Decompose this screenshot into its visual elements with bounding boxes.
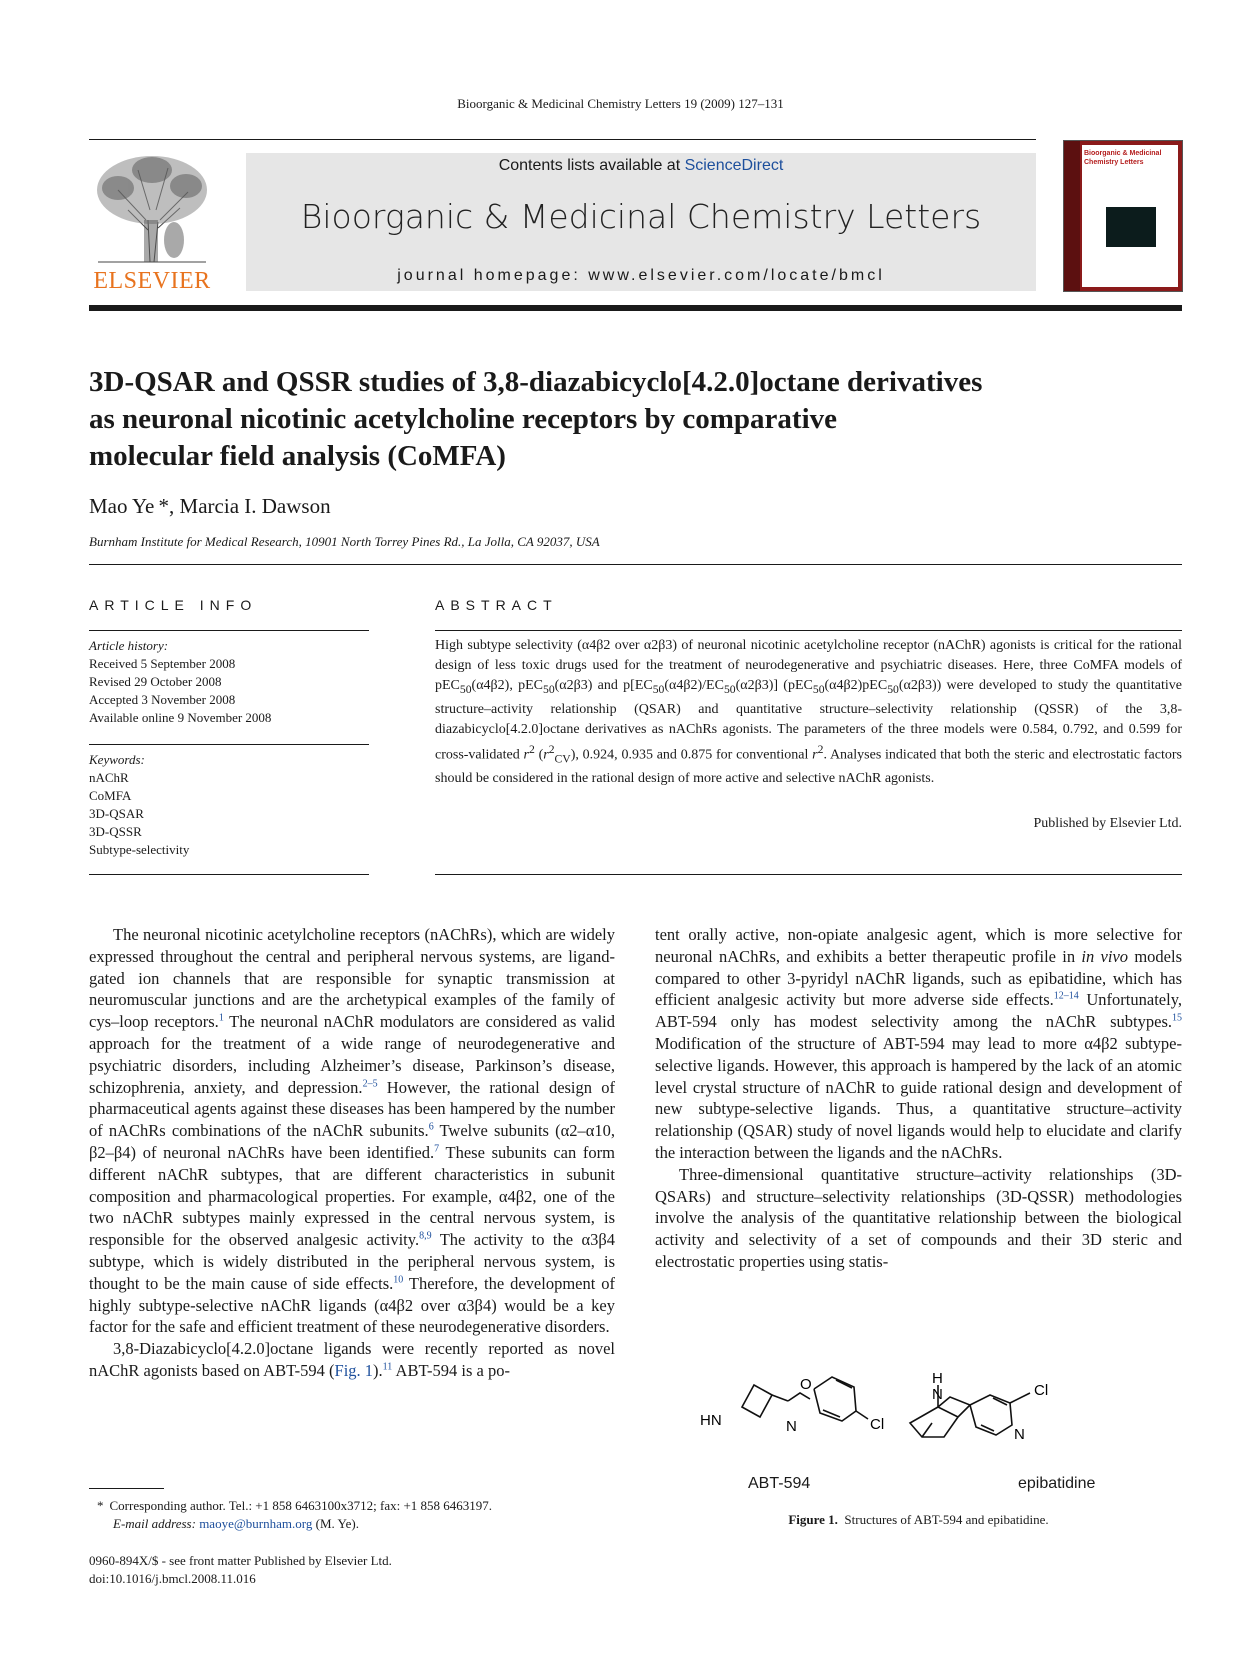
- keyword: CoMFA: [89, 788, 132, 803]
- paragraph: 3,8-Diazabicyclo[4.2.0]octane ligands were recently reported as novel nAChR agonists based on ABT-594 (Fig. 1).$^{11}$ ABT-594 is a po-: [89, 1339, 615, 1380]
- citation-link[interactable]: 10: [393, 1274, 404, 1286]
- citation-link[interactable]: 15: [1172, 1012, 1182, 1024]
- contents-line: [246, 157, 1036, 175]
- abstract-text: High subtype selectivity (α4β2 over α2β3) of neuronal nicotinic acetylcholine receptor (nAChR) agonists is critical for the rational design of less toxic drugs used for the treatment of neurodegenerative and psychiatric diseases. Here, three CoMFA models of pEC$_{50}$(α4β2), pEC$_{50}$(α2β3) and $p[EC_{50}(\alpha 4\beta 2)/EC_{50}(\alpha 2\beta 3)]$ (pEC$_{50}$(α4β2)pEC$_{50}$(α2β3)) were developed to study the quantitative structure–activity relationship (QSAR) and quantitative structure–selectivity relationship (QSSR) of the 3,8-diazabicyclo[4.2.0]octane derivatives as nAChRs agonists. The parameters of the three models were 0.584, 0.792, and 0.599 for cross-validated $r^2$ $(r^2_{CV})$, 0.924, 0.935 and 0.875 for conventional $r^2$. Analyses indicated that both the steric and electrostatic factors should be considered in the rational design of more active and selective nAChR agonists.: [435, 638, 1182, 787]
- figure-label-epibatidine: epibatidine: [1018, 1475, 1096, 1492]
- atom-label: H: [932, 1370, 943, 1387]
- atom-label: N: [786, 1418, 797, 1435]
- divider: [435, 630, 1182, 631]
- keyword: 3D-QSSR: [89, 824, 142, 839]
- figure-link[interactable]: Fig. 1: [334, 1360, 374, 1380]
- citation-link[interactable]: 7: [434, 1143, 440, 1155]
- abstract-heading: ABSTRACT: [435, 597, 558, 613]
- paragraph: tent orally active, non-opiate analgesic agent, which is more selective for neuronal nAChRs, and exhibits a better therapeutic profile in in vivo models compared to other 3-pyridyl nAChR ligands, such as epibatidine, which has efficient analgesic activity but more adverse side effects.$^{12-14}$ Unfortunately, ABT-594 only has modest selectivity among the nAChR subtypes.$^{15}$ Modification of the structure of ABT-594 may lead to more α4β2 subtype-selective ligands. However, this approach is hampered by the lack of an atomic level crystal structure of nAChR to guide rational design and development of new subtype-selective ligands. Thus, a quantitative structure–activity relationship (QSAR) study of novel ligands would help to elucidate and clarify the interaction between the ligands and the nAChRs.: [655, 925, 1182, 1162]
- atom-label: Cl: [870, 1416, 885, 1433]
- atom-label: N: [932, 1386, 943, 1403]
- paragraph: Three-dimensional quantitative structure–activity relationships (3D-QSARs) and structure–selectivity relationships (3D-QSSR) methodologies involve the analysis of the quantitative relationship between the biological activity and selectivity of a set of compounds and their 3D steric and electrostatic properties using statis-: [655, 1164, 1182, 1271]
- journal-title: Bioorganic & Medicinal Chemistry Letters: [300, 197, 982, 236]
- history-entry: Available online 9 November 2008: [89, 710, 272, 725]
- abstract-publisher: Published by Elsevier Ltd.: [1033, 816, 1182, 831]
- atom-label: O: [800, 1376, 812, 1393]
- keyword: 3D-QSAR: [89, 806, 144, 821]
- cover-graphic: [1106, 207, 1156, 247]
- header-rule-thick: [89, 305, 1182, 311]
- history-label: Article history:: [89, 638, 169, 653]
- issn: 0960-894X/$ - see front matter Published by Elsevier Ltd.: [89, 1553, 392, 1568]
- journal-homepage[interactable]: journal homepage: www.elsevier.com/locate/bmcl: [397, 267, 885, 284]
- email-link[interactable]: maoye@burnham.org: [199, 1516, 313, 1531]
- figure-caption: Figure 1. Structures of ABT-594 and epibatidine.: [788, 1512, 1049, 1527]
- figure-label-abt594: ABT-594: [748, 1475, 811, 1492]
- cover-title: Bioorganic & Medicinal Chemistry Letters: [1084, 150, 1162, 166]
- atom-label: Cl: [1034, 1382, 1049, 1399]
- contents-prefix: Contents lists available at: [498, 157, 685, 174]
- figure-1-structures: [700, 1365, 1140, 1485]
- azetidine-ring: [742, 1385, 772, 1417]
- footnote-line: * Corresponding author. Tel.: +1 858 6463100x3712; fax: +1 858 6463197.: [97, 1498, 493, 1513]
- history-entry: Received 5 September 2008: [89, 656, 236, 671]
- atom-label: HN: [700, 1412, 722, 1429]
- body-right-column: [655, 924, 1182, 1273]
- body-left-column: [89, 924, 615, 1382]
- citation-link[interactable]: 6: [428, 1121, 434, 1133]
- history-entry: Accepted 3 November 2008: [89, 692, 236, 707]
- history-entry: Revised 29 October 2008: [89, 674, 222, 689]
- keywords-label: Keywords:: [89, 752, 145, 767]
- authors: Mao Ye *, Marcia I. Dawson: [89, 494, 331, 518]
- journal-cover-image: [1063, 140, 1183, 292]
- cover-spine: [1064, 141, 1080, 291]
- citation-link[interactable]: 12–14: [1053, 990, 1079, 1002]
- elsevier-tree-logo: [88, 150, 216, 268]
- running-head: Bioorganic & Medicinal Chemistry Letters 19 (2009) 127–131: [457, 96, 784, 111]
- article-title: [89, 364, 1089, 475]
- header-rule-thin: [89, 139, 1036, 140]
- citation-link[interactable]: 2–5: [362, 1078, 378, 1090]
- citation-link[interactable]: 1: [218, 1012, 224, 1024]
- keyword: Subtype-selectivity: [89, 842, 190, 857]
- article-info-heading: ARTICLE INFO: [89, 597, 258, 613]
- journal-banner: [246, 153, 1036, 291]
- title-line: molecular field analysis (CoMFA): [89, 440, 506, 472]
- title-line: 3D-QSAR and QSSR studies of 3,8-diazabicyclo[4.2.0]octane derivatives: [89, 366, 983, 398]
- paragraph: The neuronal nicotinic acetylcholine receptors (nAChRs), which are widely expressed throughout the central and peripheral nervous systems, are ligand-gated ion channels that are responsible for synaptic transmission at neuromuscular junctions and are the archetypical examples of the family of cys–loop receptors.$^1$ The neuronal nAChR modulators are considered as valid approach for the treatment of a wide range of neurodegenerative and psychiatric disorders, including Alzheimer’s disease, Parkinson’s disease, schizophrenia, anxiety, and depression.$^{2-5}$ However, the rational design of pharmaceutical agents against these diseases has been hampered by the number of nAChRs combinations of the nAChR subunits.$^6$ Twelve subunits (α2–α10, β2–β4) of neuronal nAChRs have been identified.$^7$ These subunits can form different nAChR subtypes, that are different characteristics in subunit composition and pharmacological properties. For example, α4β2, one of the two nAChR subtypes mainly expressed in the central nervous system, is responsible for the observed analgesic activity.$^{8,9}$ The activity to the α3β4 subtype, which is widely distributed in the peripheral nervous system, is thought to be the main cause of side effects.$^{10}$ Therefore, the development of highly subtype-selective nAChR ligands (α4β2 over α3β4) would be a key factor for the safe and efficient treatment of these neurodegenerative disorders.: [89, 925, 615, 1337]
- citation-link[interactable]: 8,9: [419, 1230, 432, 1242]
- footnote: [89, 1497, 609, 1533]
- divider: [89, 874, 369, 875]
- article-history: [89, 637, 271, 727]
- doi[interactable]: doi:10.1016/j.bmcl.2008.11.016: [89, 1571, 256, 1586]
- footnote-email: E-mail address: maoye@burnham.org (M. Ye).: [113, 1516, 359, 1531]
- atom-label: N: [1014, 1426, 1025, 1443]
- divider: [89, 564, 1182, 565]
- title-line: as neuronal nicotinic acetylcholine receptors by comparative: [89, 403, 837, 435]
- sciencedirect-link[interactable]: ScienceDirect: [684, 157, 784, 174]
- elsevier-wordmark: ELSEVIER: [93, 268, 211, 294]
- footnote-rule: [89, 1488, 164, 1489]
- keyword: nAChR: [89, 770, 129, 785]
- divider: [435, 874, 1182, 875]
- keywords: [89, 751, 189, 859]
- divider: [89, 744, 369, 745]
- affiliation: Burnham Institute for Medical Research, 10901 North Torrey Pines Rd., La Jolla, CA 92037, USA: [89, 534, 600, 549]
- issn-doi: [89, 1552, 392, 1588]
- divider: [89, 630, 369, 631]
- citation-link[interactable]: 11: [382, 1361, 393, 1373]
